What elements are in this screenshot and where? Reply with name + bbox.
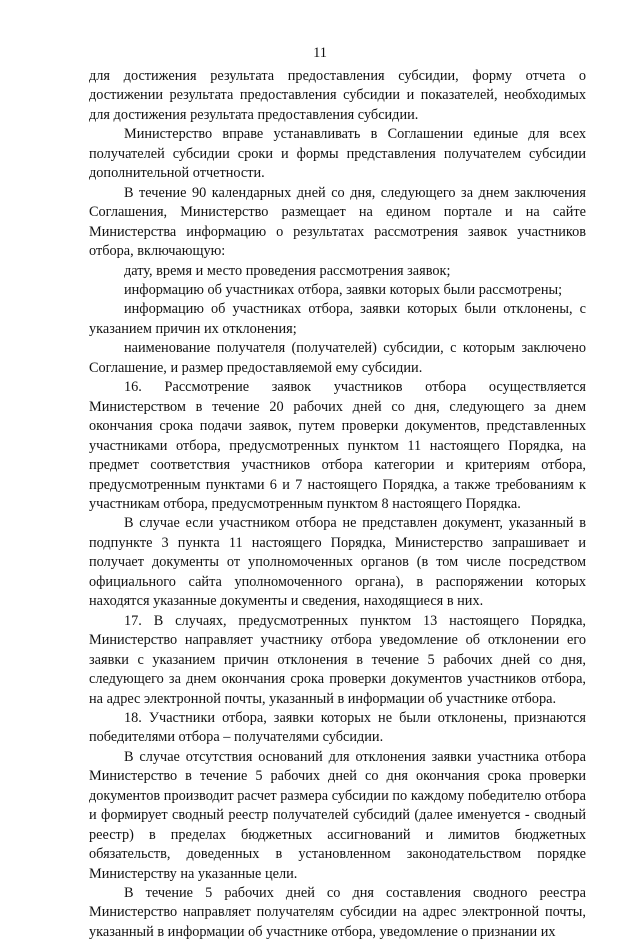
list-item-reviewed-participants: информацию об участниках отбора, заявки которых были рассмотрены;	[124, 281, 563, 298]
paragraph-missing-document: В случае если участником отбора не представлен документ, указанный в подпункте 3 пункта 11 настоящего Порядка, Министерство запрашивает и получает документы от уполномоченных органов (в том числе посредством официального сайта уполномоченного органа), в распоряжении которых находятся указанные документы и сведения, находящиеся в них.	[89, 515, 586, 610]
list-item-recipient-name: наименование получателя (получателей) субсидии, с которым заключено Соглашение, и размер предоставляемой ему субсидии.	[89, 340, 586, 376]
list-item-date-time-place: дату, время и место проведения рассмотрения заявок;	[124, 262, 451, 279]
paragraph-clause-16: 16. Рассмотрение заявок участников отбора осуществляется Министерством в течение 20 рабочих дней со дня, следующего за днем окончания срока подачи заявок, путем проверки документов, представленных участниками отбора, предусмотренных пунктом 11 настоящего Порядка, на предмет соответствия участников отбора категории и критериям отбора, предусмотренным пунктами 6 и 7 настоящего Порядка, а также требованиям к участникам отбора, предусмотренным пунктом 8 настоящего Порядка.	[89, 379, 586, 512]
paragraph-consolidated-register: В случае отсутствия оснований для отклонения заявки участника отбора Министерство в течение 5 рабочих дней со дня окончания срока проверки документов производит расчет размера субсидии по каждому победителю отбора и формирует сводный реестр получателей субсидий (далее именуется - сводный реестр) в пределах бюджетных ассигнований и лимитов бюджетных обязательств, доведенных в установленном законодательством порядке Министерству на указанные цели.	[89, 748, 586, 882]
paragraph-publication-term: В течение 90 календарных дней со дня, следующего за днем заключения Соглашения, Министерство размещает на едином портале и на сайте Министерства информацию о результатах рассмотрения заявок участников отбора, включающую:	[89, 184, 586, 260]
page-number: 11	[313, 45, 327, 61]
list-item-rejected-participants: информацию об участниках отбора, заявки которых были отклонены, с указанием причин их отклонения;	[89, 301, 586, 337]
paragraph-clause-18: 18. Участники отбора, заявки которых не были отклонены, признаются победителями отбора – получателями субсидии.	[89, 709, 586, 746]
paragraph-additional-reporting: Министерство вправе устанавливать в Соглашении единые для всех получателей субсидии сроки и формы представления получателем субсидии дополнительной отчетности.	[89, 126, 586, 182]
document-body	[89, 67, 586, 942]
paragraph-clause-17: 17. В случаях, предусмотренных пунктом 13 настоящего Порядка, Министерство направляет участнику отбора уведомление об отклонении его заявки с указанием причин отклонения в течение 5 рабочих дней со дня, следующего за днем окончания срока проверки документов участников отбора, на адрес электронной почты, указанный в информации об участнике отбора.	[89, 612, 586, 707]
paragraph-notification: В течение 5 рабочих дней со дня составления сводного реестра Министерство направляет получателям субсидии на адрес электронной почты, указанный в информации об участнике отбора, уведомление о признании их	[89, 885, 586, 940]
paragraph-continuation: для достижения результата предоставления субсидии, форму отчета о достижении результата предоставления субсидии и показателей, необходимых для достижения результата предоставления субсидии.	[89, 68, 586, 123]
